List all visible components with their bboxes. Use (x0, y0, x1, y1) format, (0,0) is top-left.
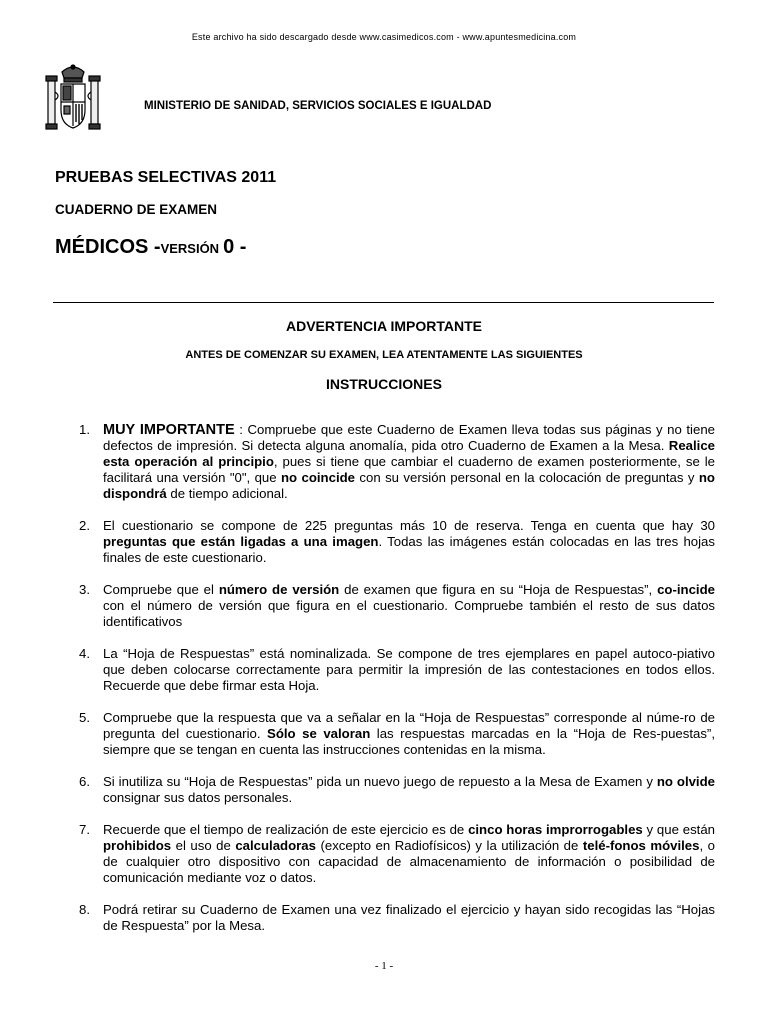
item-bold: preguntas que están ligadas a una imagen (103, 534, 379, 549)
item-text: . Todas las imágenes están colocadas en las tres hojas finales de este cuestionario. (103, 534, 715, 565)
item-bold: número de versión (218, 582, 340, 597)
warning-heading: ADVERTENCIA IMPORTANTE (286, 318, 482, 334)
ministry-name: MINISTERIO DE SANIDAD, SERVICIOS SOCIALES E IGUALDAD (144, 100, 492, 112)
item-bold: telé-fonos móviles (582, 838, 700, 853)
specialty-label: MÉDICOS (55, 236, 149, 258)
version-suffix: - (234, 236, 247, 258)
item-bold: no olvide (656, 774, 715, 789)
item-bold: prohibidos (103, 838, 172, 853)
item-bold: cinco horas improrrogables (468, 822, 643, 837)
item-number: 7. (79, 822, 90, 837)
item-number: 3. (79, 582, 90, 597)
instructions-heading: INSTRUCCIONES (326, 376, 442, 392)
item-text: El cuestionario se compone de 225 preguntas más 10 de reserva. Tenga en cuenta que hay 30 (103, 518, 715, 533)
item-text: Si inutiliza su “Hoja de Respuestas” pida un nuevo juego de repuesto a la Mesa de Examen y (103, 774, 657, 789)
item-text: , pues si tiene que cambiar el cuaderno de examen posteriormente, se le facilitará una versión "0", que (103, 454, 715, 485)
download-source-note: Este archivo ha sido descargado desde www.casimedicos.com - www.apuntesmedicina.com (191, 32, 577, 42)
divider (53, 302, 714, 303)
instruction-item-3 (75, 582, 715, 630)
page-number: - 1 - (374, 960, 394, 972)
item-number: 4. (79, 646, 90, 661)
item-number: 5. (79, 710, 90, 725)
item-text: Compruebe que la respuesta que va a señalar en la “Hoja de Respuestas” corresponde al núme-ro de pregunta del cuestionario. (103, 710, 715, 741)
exam-title: PRUEBAS SELECTIVAS 2011 (55, 169, 277, 186)
item-text: Recuerde que el tiempo de realización de este ejercicio es de (103, 822, 469, 837)
item-number: 2. (79, 518, 90, 533)
item-text: de examen que figura en su “Hoja de Respuestas”, (339, 582, 658, 597)
item-bold: no coincide (280, 470, 355, 485)
instruction-item-2 (75, 518, 715, 566)
item-text: , o de cualquier otro dispositivo con capacidad de almacenamiento de información o posibilidad de comunicación mediante voz o datos. (103, 838, 715, 885)
item-text: con su versión personal en la colocación de preguntas y (355, 470, 699, 485)
coat-of-arms-logo (42, 62, 104, 136)
item-number: 8. (79, 902, 90, 917)
version-prefix: - (148, 236, 161, 258)
item-text: de tiempo adicional. (166, 486, 288, 501)
exam-subtitle: CUADERNO DE EXAMEN (55, 202, 218, 217)
item-text: (excepto en Radiofísicos) y la utilización de (315, 838, 583, 853)
item-text: las respuestas marcadas en la “Hoja de Res-puestas”, siempre que se tengan en cuenta las instrucciones contenidas en la misma. (103, 726, 715, 757)
version-label: VERSIÓN (160, 241, 220, 256)
item-text: : Compruebe que este Cuaderno de Examen lleva todas sus páginas y no tiene defectos de impresión. Si detecta alguna anomalía, pida otro Cuaderno de Examen a la Mesa. (103, 422, 715, 453)
item-bold: calculadoras (235, 838, 316, 853)
instruction-item-7 (75, 822, 715, 886)
item-bold: no dispondrá (103, 470, 715, 501)
item-text: con el número de versión que figura en el cuestionario. Compruebe también el resto de sus datos identificativos (103, 598, 715, 629)
item-text: Compruebe que el (103, 582, 219, 597)
item-text: Podrá retirar su Cuaderno de Examen una vez finalizado el ejercicio y hayan sido recogidas las “Hojas de Respuesta” por la Mesa. (103, 902, 715, 933)
item-text: el uso de (171, 838, 236, 853)
item-bold: co-incide (657, 582, 715, 597)
exam-version-heading (55, 236, 246, 259)
item-bold: Realice esta operación al principio (103, 438, 715, 469)
item-bold: Sólo se valoran (267, 726, 371, 741)
instruction-item-5 (75, 710, 715, 758)
warning-subheading: ANTES DE COMENZAR SU EXAMEN, LEA ATENTAMENTE LAS SIGUIENTES (185, 349, 583, 361)
item-number: 1. (79, 422, 90, 437)
version-number: 0 (223, 236, 235, 258)
item-lead: MUY IMPORTANTE (103, 422, 235, 438)
instruction-item-6 (75, 774, 715, 806)
item-text: La “Hoja de Respuestas” está nominalizada. Se compone de tres ejemplares en papel autoco-piativo que deben colocarse correctamente para permitir la impresión de las contestaciones en todos ellos. Recuerde que debe firmar esta Hoja. (103, 646, 715, 693)
instruction-item-1 (75, 422, 715, 502)
instruction-item-4 (75, 646, 715, 694)
item-number: 6. (79, 774, 90, 789)
item-text: y que están (642, 822, 715, 837)
instructions-list (75, 422, 715, 950)
item-text: consignar sus datos personales. (103, 790, 293, 805)
instruction-item-8 (75, 902, 715, 934)
